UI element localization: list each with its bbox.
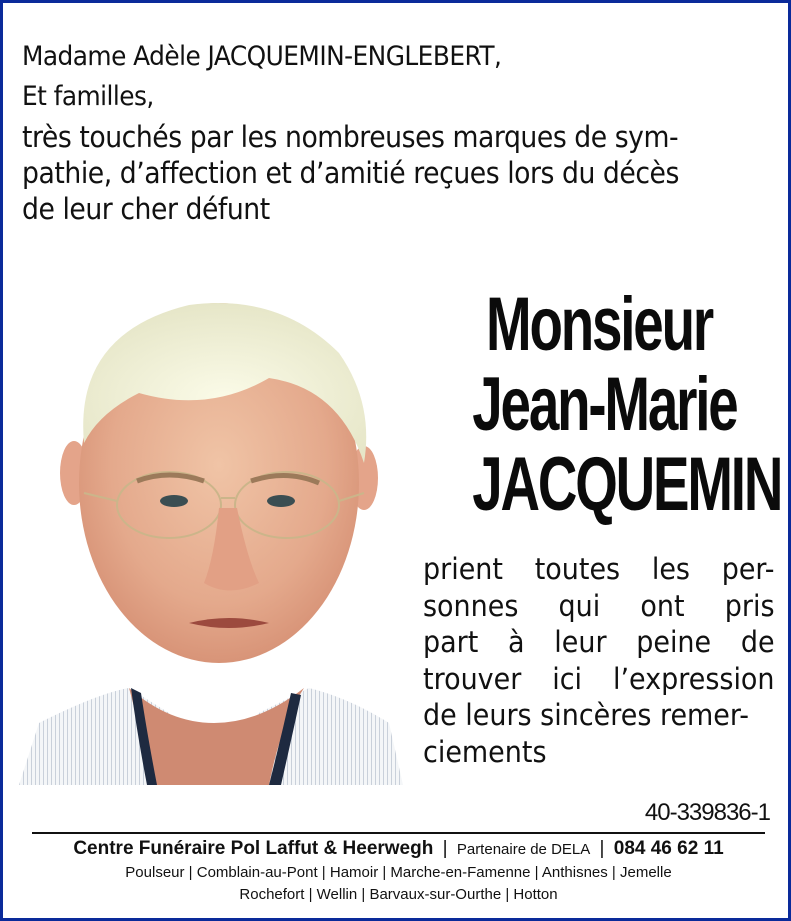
family-line: Et familles, <box>22 81 154 112</box>
thanks-line <box>423 551 775 588</box>
word: per- <box>721 552 775 586</box>
funeral-home-line <box>3 837 791 862</box>
deceased-title: Monsieur <box>486 282 712 367</box>
portrait-image-icon <box>19 293 403 785</box>
word: prient <box>423 552 503 586</box>
divider <box>32 832 765 834</box>
intro-paragraph-line: pathie, d’affection et d’amitié reçues lors du décès <box>22 156 679 190</box>
intro-text <box>22 39 778 227</box>
portrait-photo <box>19 293 403 785</box>
word: part <box>423 625 479 659</box>
word: trouver <box>423 661 522 696</box>
intro-paragraph-line: très touchés par les nombreuses marques de sym- <box>22 120 679 154</box>
separator: | <box>599 838 605 859</box>
funeral-home-footer <box>3 837 791 906</box>
thanks-line <box>423 588 775 625</box>
separator: | <box>442 838 448 859</box>
thanks-line <box>423 624 775 661</box>
locations-line-2: Rochefort | Wellin | Barvaux-sur-Ourthe | Hotton <box>239 886 558 903</box>
word: de <box>740 625 775 659</box>
word: pris <box>724 588 775 623</box>
widow-name: Madame Adèle JACQUEMIN-ENGLEBERT, <box>22 41 502 72</box>
thanks-paragraph <box>423 551 775 770</box>
word: sonnes <box>423 588 519 623</box>
word: les <box>651 552 690 586</box>
locations-line-1: Poulseur | Comblain-au-Pont | Hamoir | Marche-en-Famenne | Anthisnes | Jemelle <box>125 864 672 881</box>
reference-number: 40-339836-1 <box>644 799 770 826</box>
thanks-line <box>423 661 775 698</box>
word: ciements <box>423 734 547 769</box>
word: peine <box>636 625 712 659</box>
word: toutes <box>534 552 621 586</box>
word: de leurs sincères remer- <box>423 698 750 732</box>
word: à <box>508 625 525 659</box>
word: l’expression <box>612 661 775 696</box>
deceased-first-name: Jean-Marie <box>472 362 737 447</box>
word: ont <box>640 588 685 623</box>
thanks-line <box>423 697 775 734</box>
word: leur <box>554 625 607 659</box>
partner-label: Partenaire de DELA <box>456 841 591 858</box>
company-name: Centre Funéraire Pol Laffut & Heerwegh <box>73 838 434 859</box>
intro-paragraph <box>22 119 776 227</box>
phone-number: 084 46 62 11 <box>613 838 724 859</box>
deceased-last-name: JACQUEMIN <box>472 442 782 527</box>
deceased-name <box>423 282 782 527</box>
intro-paragraph-line: de leur cher défunt <box>22 192 270 226</box>
word: ici <box>552 661 583 696</box>
thanks-line <box>423 734 775 771</box>
word: qui <box>558 588 601 623</box>
